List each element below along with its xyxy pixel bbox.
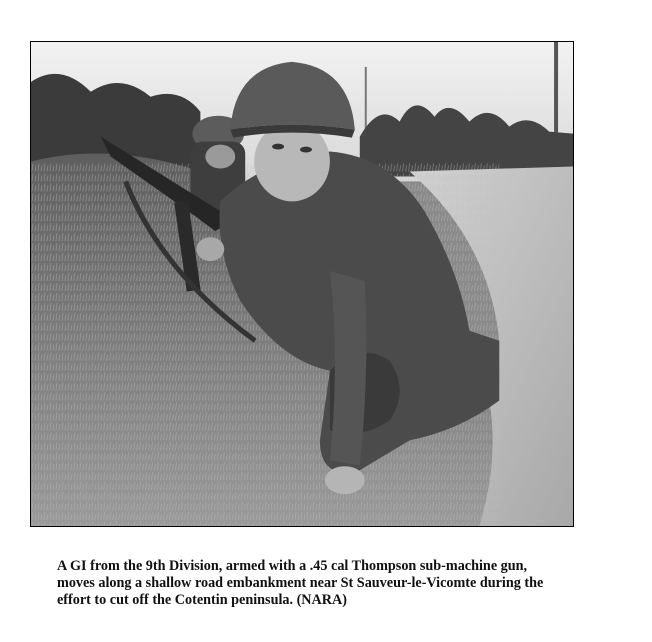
photo-caption: A GI from the 9th Division, armed with a .45 cal Thompson sub-machine gun, moves along a shallow road embankment near St Sauveur-le-Vicomte during the effort to cut off the Cotentin peninsula. (NARA) — [57, 558, 544, 608]
photo-illustration — [31, 42, 573, 526]
soldier-hand — [325, 466, 365, 494]
soldiers-photograph — [30, 41, 574, 527]
soldier-arm — [330, 271, 367, 465]
